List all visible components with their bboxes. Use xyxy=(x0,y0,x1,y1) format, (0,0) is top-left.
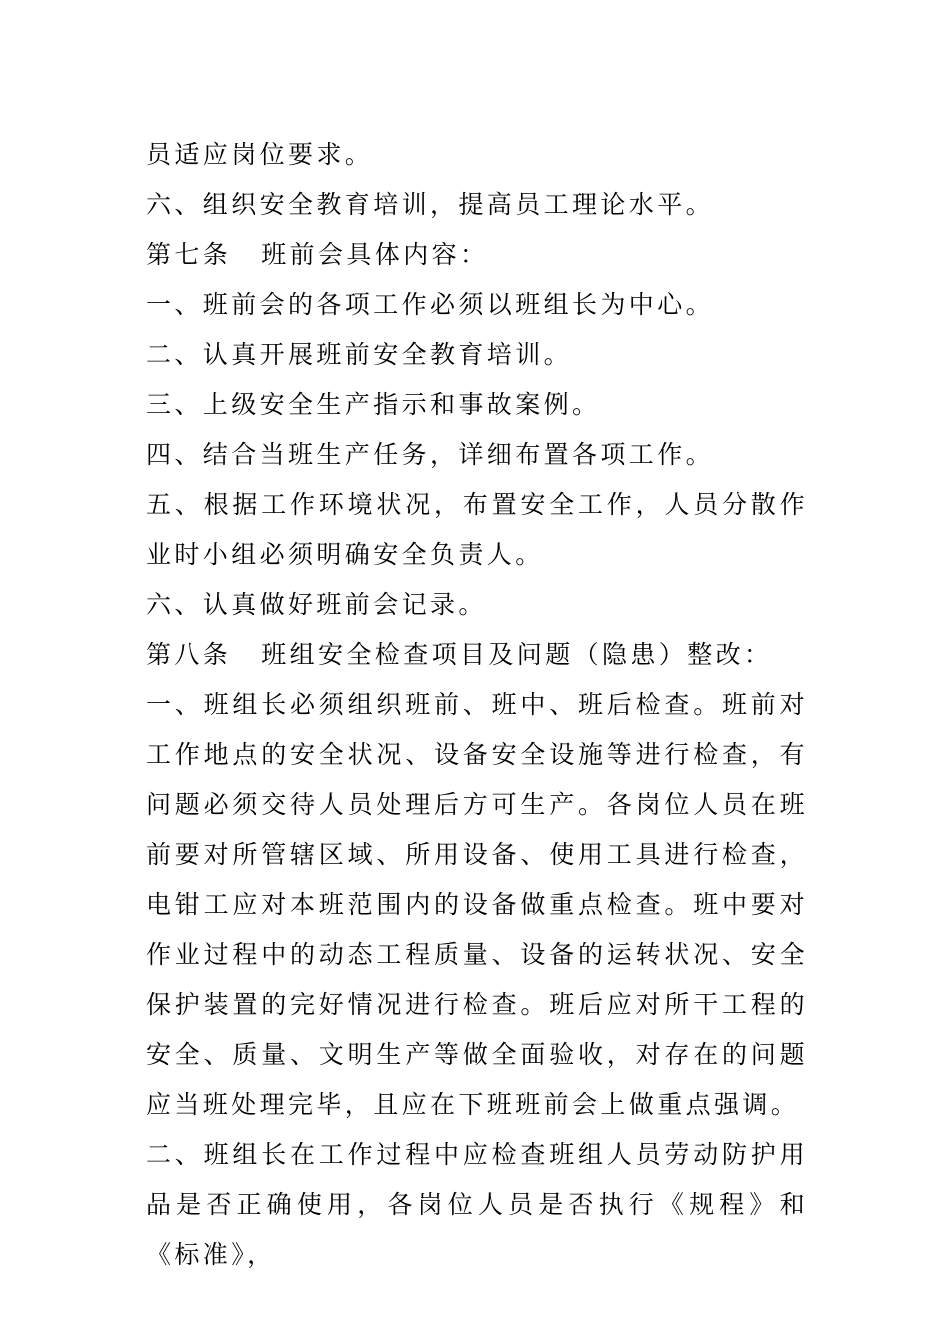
article-7-heading xyxy=(146,230,808,280)
paragraph-item-6-record: 六、认真做好班前会记录。 xyxy=(146,590,487,619)
paragraph-item-1-leader: 一、班前会的各项工作必须以班组长为中心。 xyxy=(146,290,715,319)
article-8-heading xyxy=(146,630,808,680)
paragraph-item-3-instructions: 三、上级安全生产指示和事故案例。 xyxy=(146,390,601,419)
paragraph-item-1-inspection: 一、班组长必须组织班前、班中、班后检查。班前对工作地点的安全状况、设备安全设施等进行检查，有问题必须交待人员处理后方可生产。各岗位人员在班前要对所管辖区域、所用设备、使用工具进行检查，电钳工应对本班范围内的设备做重点检查。班中要对作业过程中的动态工程质量、设备的运转状况、安全保护装置的完好情况进行检查。班后应对所干工程的安全、质量、文明生产等做全面验收，对存在的问题应当班处理完毕，且应在下班班前会上做重点强调。 xyxy=(146,690,808,1119)
paragraph-item-5-environment: 五、根据工作环境状况，布置安全工作，人员分散作业时小组必须明确安全负责人。 xyxy=(146,490,808,569)
document-body xyxy=(146,130,808,1280)
paragraph-item-2-education: 二、认真开展班前安全教育培训。 xyxy=(146,340,573,369)
paragraph-item-4-tasks: 四、结合当班生产任务，详细布置各项工作。 xyxy=(146,440,715,469)
article-8-title: 班组安全检查项目及问题（隐患）整改： xyxy=(261,640,773,669)
paragraph-item-6-training: 六、组织安全教育培训，提高员工理论水平。 xyxy=(146,190,715,219)
paragraph-item-2-protection: 二、班组长在工作过程中应检查班组人员劳动防护用品是否正确使用，各岗位人员是否执行《规程》和《标准》， xyxy=(146,1140,808,1269)
article-7-title: 班前会具体内容： xyxy=(261,240,489,269)
paragraph-continuation: 员适应岗位要求。 xyxy=(146,140,374,169)
article-7-label: 第七条 xyxy=(146,240,232,269)
article-8-label: 第八条 xyxy=(146,640,232,669)
